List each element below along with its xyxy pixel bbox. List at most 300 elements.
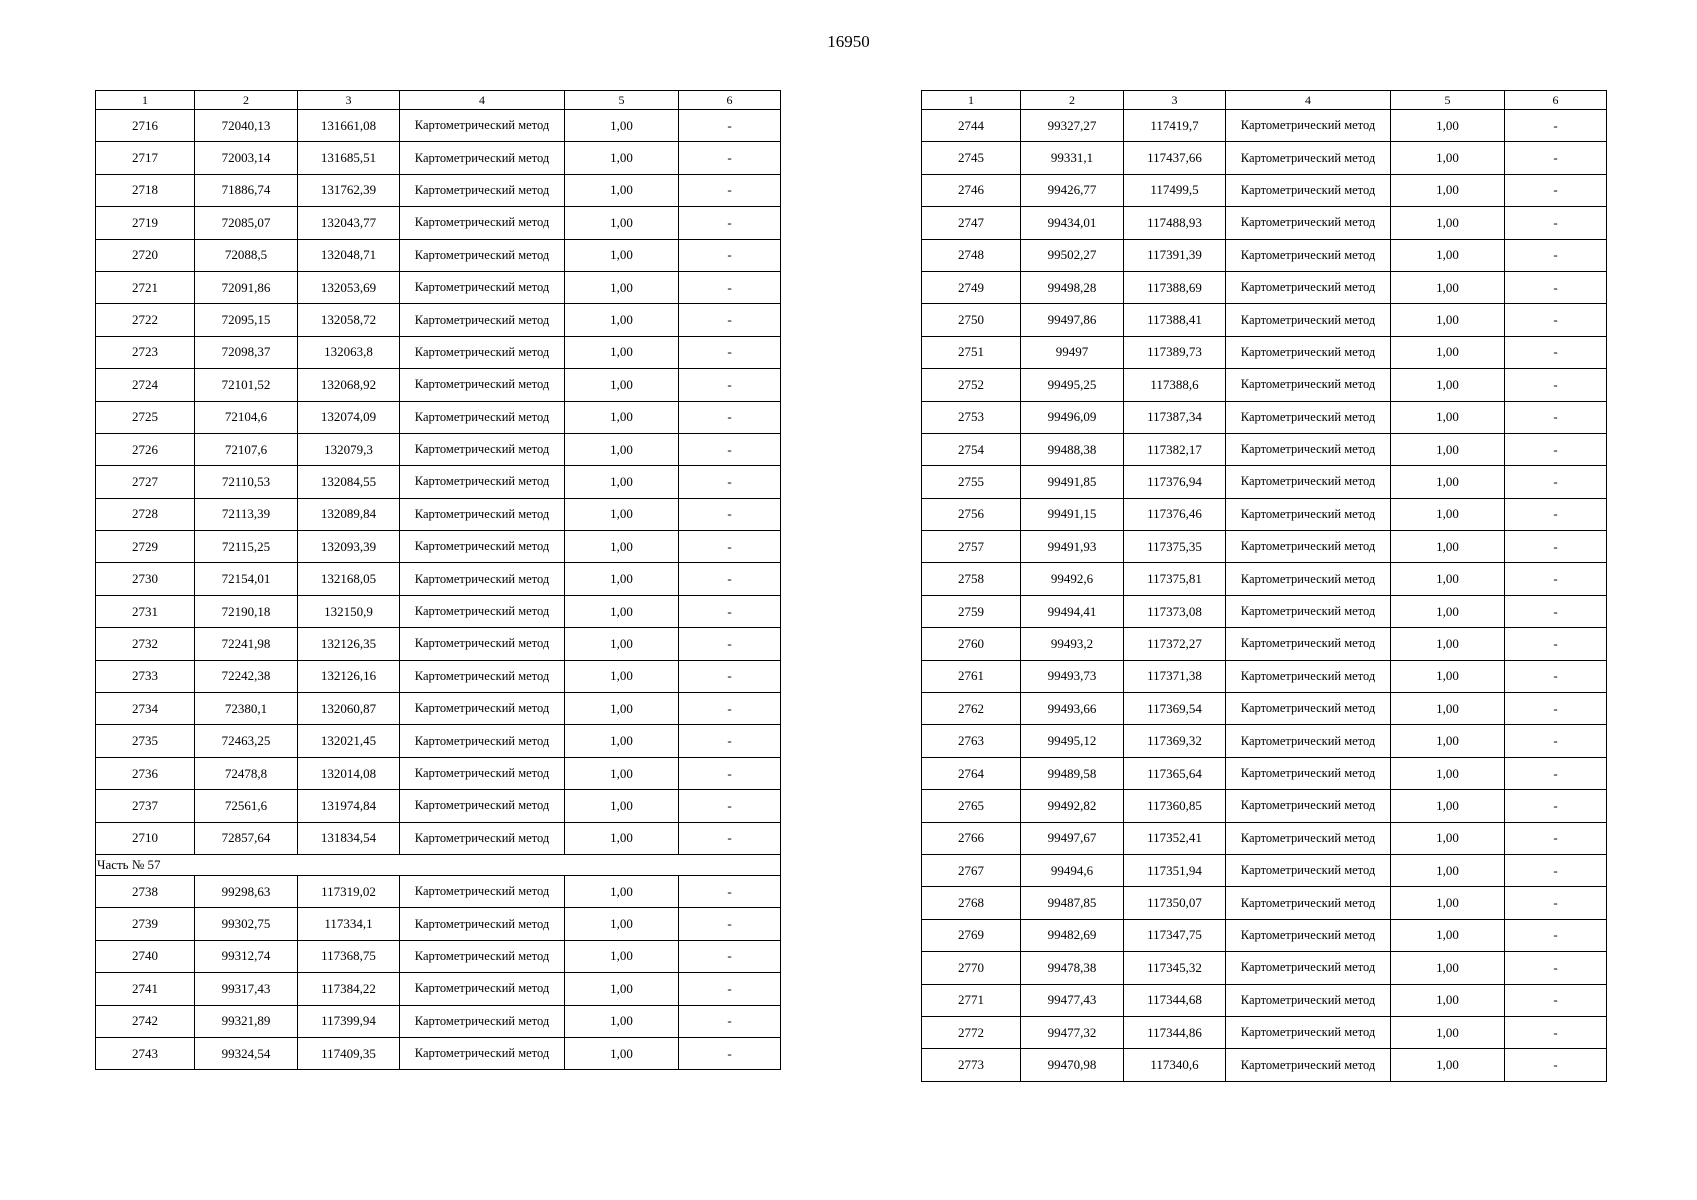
description-cell: - [679,207,781,239]
point-number-cell: 2758 [922,563,1021,595]
method-cell: Картометрический метод [400,433,565,465]
accuracy-cell: 1,00 [565,336,679,368]
x-coordinate-cell: 99498,28 [1021,271,1124,303]
x-coordinate-cell: 99492,6 [1021,563,1124,595]
description-cell: - [1505,628,1607,660]
method-cell: Картометрический метод [1226,757,1391,789]
y-coordinate-cell: 117388,41 [1124,304,1226,336]
table-row [922,693,1607,725]
method-cell: Картометрический метод [1226,531,1391,563]
point-number-cell: 2762 [922,693,1021,725]
accuracy-cell: 1,00 [1391,174,1505,206]
point-number-cell: 2722 [96,304,195,336]
x-coordinate-cell: 99493,66 [1021,693,1124,725]
x-coordinate-cell: 72095,15 [195,304,298,336]
method-cell: Картометрический метод [1226,887,1391,919]
point-number-cell: 2723 [96,336,195,368]
y-coordinate-cell: 117368,75 [298,940,400,972]
accuracy-cell: 1,00 [565,660,679,692]
point-number-cell: 2726 [96,433,195,465]
point-number-cell: 2724 [96,369,195,401]
table-row [922,563,1607,595]
method-cell: Картометрический метод [400,239,565,271]
x-coordinate-cell: 72478,8 [195,757,298,789]
method-cell: Картометрический метод [400,1037,565,1069]
table-row [96,563,781,595]
y-coordinate-cell: 117488,93 [1124,207,1226,239]
x-coordinate-cell: 99489,58 [1021,757,1124,789]
x-coordinate-cell: 99478,38 [1021,952,1124,984]
point-number-cell: 2770 [922,952,1021,984]
method-cell: Картометрический метод [1226,498,1391,530]
y-coordinate-cell: 131762,39 [298,174,400,206]
y-coordinate-cell: 132168,05 [298,563,400,595]
x-coordinate-cell: 99502,27 [1021,239,1124,271]
accuracy-cell: 1,00 [565,239,679,271]
accuracy-cell: 1,00 [1391,1016,1505,1048]
point-number-cell: 2716 [96,110,195,142]
description-cell: - [1505,919,1607,951]
accuracy-cell: 1,00 [565,466,679,498]
method-cell: Картометрический метод [1226,628,1391,660]
point-number-cell: 2763 [922,725,1021,757]
accuracy-cell: 1,00 [1391,466,1505,498]
table-row [922,790,1607,822]
x-coordinate-cell: 99331,1 [1021,142,1124,174]
table-row [96,531,781,563]
table-row [96,369,781,401]
method-cell: Картометрический метод [1226,595,1391,627]
table-row [922,401,1607,433]
description-cell: - [1505,887,1607,919]
table-row [96,693,781,725]
y-coordinate-cell: 131661,08 [298,110,400,142]
x-coordinate-cell: 72088,5 [195,239,298,271]
accuracy-cell: 1,00 [565,207,679,239]
page-number: 16950 [827,32,870,51]
table-row [922,628,1607,660]
x-coordinate-cell: 99493,73 [1021,660,1124,692]
table-row [922,174,1607,206]
description-cell: - [1505,1049,1607,1081]
accuracy-cell: 1,00 [565,1037,679,1069]
method-cell: Картометрический метод [400,401,565,433]
table-row [922,757,1607,789]
y-coordinate-cell: 117437,66 [1124,142,1226,174]
accuracy-cell: 1,00 [1391,693,1505,725]
column-header-1: 1 [96,91,195,110]
point-number-cell: 2746 [922,174,1021,206]
accuracy-cell: 1,00 [1391,142,1505,174]
point-number-cell: 2760 [922,628,1021,660]
y-coordinate-cell: 132043,77 [298,207,400,239]
accuracy-cell: 1,00 [565,908,679,940]
description-cell: - [679,908,781,940]
table-row [922,498,1607,530]
y-coordinate-cell: 131685,51 [298,142,400,174]
method-cell: Картометрический метод [1226,110,1391,142]
table-row [922,725,1607,757]
point-number-cell: 2755 [922,466,1021,498]
method-cell: Картометрический метод [400,1005,565,1037]
y-coordinate-cell: 117376,94 [1124,466,1226,498]
y-coordinate-cell: 132093,39 [298,531,400,563]
y-coordinate-cell: 117388,69 [1124,271,1226,303]
table-row [922,984,1607,1016]
description-cell: - [679,1037,781,1069]
method-cell: Картометрический метод [400,142,565,174]
point-number-cell: 2732 [96,628,195,660]
description-cell: - [679,531,781,563]
description-cell: - [679,595,781,627]
accuracy-cell: 1,00 [565,725,679,757]
point-number-cell: 2718 [96,174,195,206]
table-row [96,239,781,271]
method-cell: Картометрический метод [1226,466,1391,498]
y-coordinate-cell: 117373,08 [1124,595,1226,627]
point-number-cell: 2764 [922,757,1021,789]
method-cell: Картометрический метод [1226,207,1391,239]
accuracy-cell: 1,00 [1391,854,1505,886]
point-number-cell: 2742 [96,1005,195,1037]
table-row [96,498,781,530]
method-cell: Картометрический метод [1226,725,1391,757]
point-number-cell: 2721 [96,271,195,303]
description-cell: - [679,433,781,465]
x-coordinate-cell: 72561,6 [195,790,298,822]
table-row [96,1037,781,1069]
point-number-cell: 2759 [922,595,1021,627]
x-coordinate-cell: 72190,18 [195,595,298,627]
method-cell: Картометрический метод [1226,1049,1391,1081]
table-row [96,628,781,660]
description-cell: - [679,304,781,336]
column-header-1: 1 [922,91,1021,110]
table-row [96,271,781,303]
y-coordinate-cell: 132084,55 [298,466,400,498]
method-cell: Картометрический метод [1226,336,1391,368]
method-cell: Картометрический метод [400,693,565,725]
method-cell: Картометрический метод [400,498,565,530]
method-cell: Картометрический метод [400,207,565,239]
table-row [922,110,1607,142]
x-coordinate-cell: 99317,43 [195,973,298,1005]
description-cell: - [1505,498,1607,530]
x-coordinate-cell: 72242,38 [195,660,298,692]
point-number-cell: 2736 [96,757,195,789]
table-row [96,401,781,433]
x-coordinate-cell: 99482,69 [1021,919,1124,951]
column-header-5: 5 [1391,91,1505,110]
right-table-body [922,110,1607,1082]
table-row [922,919,1607,951]
left-table-body [96,110,781,1070]
accuracy-cell: 1,00 [565,973,679,1005]
method-cell: Картометрический метод [400,660,565,692]
y-coordinate-cell: 117319,02 [298,875,400,907]
method-cell: Картометрический метод [1226,952,1391,984]
point-number-cell: 2739 [96,908,195,940]
point-number-cell: 2749 [922,271,1021,303]
description-cell: - [1505,336,1607,368]
accuracy-cell: 1,00 [565,498,679,530]
accuracy-cell: 1,00 [1391,984,1505,1016]
method-cell: Картометрический метод [1226,563,1391,595]
y-coordinate-cell: 131974,84 [298,790,400,822]
description-cell: - [1505,984,1607,1016]
accuracy-cell: 1,00 [1391,271,1505,303]
accuracy-cell: 1,00 [1391,822,1505,854]
y-coordinate-cell: 117350,07 [1124,887,1226,919]
table-row [922,239,1607,271]
method-cell: Картометрический метод [400,336,565,368]
table-row [922,531,1607,563]
table-row [922,336,1607,368]
y-coordinate-cell: 117384,22 [298,973,400,1005]
method-cell: Картометрический метод [400,174,565,206]
right-table-header [922,91,1607,110]
x-coordinate-cell: 72104,6 [195,401,298,433]
description-cell: - [1505,854,1607,886]
description-cell: - [1505,433,1607,465]
y-coordinate-cell: 117345,32 [1124,952,1226,984]
method-cell: Картометрический метод [1226,271,1391,303]
description-cell: - [1505,142,1607,174]
y-coordinate-cell: 132074,09 [298,401,400,433]
table-row [922,887,1607,919]
description-cell: - [679,822,781,854]
accuracy-cell: 1,00 [1391,336,1505,368]
point-number-cell: 2754 [922,433,1021,465]
table-row [96,174,781,206]
x-coordinate-cell: 99312,74 [195,940,298,972]
point-number-cell: 2733 [96,660,195,692]
description-cell: - [1505,725,1607,757]
accuracy-cell: 1,00 [565,757,679,789]
method-cell: Картометрический метод [1226,142,1391,174]
point-number-cell: 2719 [96,207,195,239]
x-coordinate-cell: 71886,74 [195,174,298,206]
description-cell: - [1505,466,1607,498]
description-cell: - [1505,110,1607,142]
left-coordinates-table [95,90,781,1070]
description-cell: - [679,271,781,303]
description-cell: - [679,466,781,498]
x-coordinate-cell: 99494,41 [1021,595,1124,627]
table-row [922,271,1607,303]
x-coordinate-cell: 99497,86 [1021,304,1124,336]
accuracy-cell: 1,00 [565,790,679,822]
y-coordinate-cell: 117389,73 [1124,336,1226,368]
point-number-cell: 2731 [96,595,195,627]
description-cell: - [1505,271,1607,303]
table-row [96,207,781,239]
column-header-2: 2 [195,91,298,110]
y-coordinate-cell: 117369,32 [1124,725,1226,757]
point-number-cell: 2730 [96,563,195,595]
accuracy-cell: 1,00 [1391,239,1505,271]
point-number-cell: 2765 [922,790,1021,822]
table-row [922,660,1607,692]
method-cell: Картометрический метод [1226,239,1391,271]
y-coordinate-cell: 131834,54 [298,822,400,854]
table-row [922,1049,1607,1081]
accuracy-cell: 1,00 [1391,304,1505,336]
y-coordinate-cell: 132021,45 [298,725,400,757]
description-cell: - [679,401,781,433]
x-coordinate-cell: 99470,98 [1021,1049,1124,1081]
x-coordinate-cell: 99426,77 [1021,174,1124,206]
y-coordinate-cell: 117347,75 [1124,919,1226,951]
description-cell: - [1505,822,1607,854]
accuracy-cell: 1,00 [565,563,679,595]
point-number-cell: 2772 [922,1016,1021,1048]
description-cell: - [679,628,781,660]
method-cell: Картометрический метод [400,822,565,854]
description-cell: - [679,693,781,725]
column-header-4: 4 [1226,91,1391,110]
method-cell: Картометрический метод [1226,822,1391,854]
description-cell: - [679,239,781,271]
method-cell: Картометрический метод [1226,790,1391,822]
y-coordinate-cell: 117375,35 [1124,531,1226,563]
x-coordinate-cell: 72091,86 [195,271,298,303]
point-number-cell: 2750 [922,304,1021,336]
table-row [96,110,781,142]
column-header-3: 3 [298,91,400,110]
description-cell: - [679,498,781,530]
accuracy-cell: 1,00 [565,401,679,433]
table-row [96,433,781,465]
x-coordinate-cell: 72857,64 [195,822,298,854]
section-row [96,854,781,875]
y-coordinate-cell: 117391,39 [1124,239,1226,271]
accuracy-cell: 1,00 [565,304,679,336]
accuracy-cell: 1,00 [565,531,679,563]
accuracy-cell: 1,00 [1391,725,1505,757]
point-number-cell: 2725 [96,401,195,433]
method-cell: Картометрический метод [1226,304,1391,336]
accuracy-cell: 1,00 [1391,498,1505,530]
point-number-cell: 2766 [922,822,1021,854]
description-cell: - [1505,790,1607,822]
point-number-cell: 2753 [922,401,1021,433]
accuracy-cell: 1,00 [565,693,679,725]
point-number-cell: 2745 [922,142,1021,174]
method-cell: Картометрический метод [400,369,565,401]
y-coordinate-cell: 117344,68 [1124,984,1226,1016]
x-coordinate-cell: 72380,1 [195,693,298,725]
method-cell: Картометрический метод [400,908,565,940]
table-row [922,854,1607,886]
method-cell: Картометрический метод [1226,1016,1391,1048]
table-row [922,822,1607,854]
accuracy-cell: 1,00 [1391,595,1505,627]
x-coordinate-cell: 99488,38 [1021,433,1124,465]
column-header-6: 6 [1505,91,1607,110]
point-number-cell: 2747 [922,207,1021,239]
point-number-cell: 2769 [922,919,1021,951]
y-coordinate-cell: 117409,35 [298,1037,400,1069]
y-coordinate-cell: 117371,38 [1124,660,1226,692]
description-cell: - [1505,563,1607,595]
point-number-cell: 2773 [922,1049,1021,1081]
column-header-4: 4 [400,91,565,110]
description-cell: - [1505,1016,1607,1048]
accuracy-cell: 1,00 [565,875,679,907]
x-coordinate-cell: 72003,14 [195,142,298,174]
description-cell: - [679,790,781,822]
method-cell: Картометрический метод [400,563,565,595]
table-row [922,304,1607,336]
x-coordinate-cell: 72101,52 [195,369,298,401]
accuracy-cell: 1,00 [1391,790,1505,822]
description-cell: - [679,875,781,907]
x-coordinate-cell: 99494,6 [1021,854,1124,886]
method-cell: Картометрический метод [400,304,565,336]
x-coordinate-cell: 99321,89 [195,1005,298,1037]
y-coordinate-cell: 117344,86 [1124,1016,1226,1048]
y-coordinate-cell: 132060,87 [298,693,400,725]
accuracy-cell: 1,00 [565,174,679,206]
accuracy-cell: 1,00 [1391,887,1505,919]
point-number-cell: 2720 [96,239,195,271]
accuracy-cell: 1,00 [1391,433,1505,465]
point-number-cell: 2768 [922,887,1021,919]
x-coordinate-cell: 72098,37 [195,336,298,368]
accuracy-cell: 1,00 [1391,531,1505,563]
x-coordinate-cell: 99495,12 [1021,725,1124,757]
y-coordinate-cell: 117334,1 [298,908,400,940]
y-coordinate-cell: 132014,08 [298,757,400,789]
x-coordinate-cell: 99327,27 [1021,110,1124,142]
description-cell: - [679,369,781,401]
description-cell: - [679,973,781,1005]
description-cell: - [1505,369,1607,401]
table-row [96,466,781,498]
x-coordinate-cell: 99497 [1021,336,1124,368]
x-coordinate-cell: 72115,25 [195,531,298,563]
x-coordinate-cell: 72241,98 [195,628,298,660]
point-number-cell: 2767 [922,854,1021,886]
y-coordinate-cell: 132150,9 [298,595,400,627]
column-header-2: 2 [1021,91,1124,110]
method-cell: Картометрический метод [1226,984,1391,1016]
table-row [96,822,781,854]
description-cell: - [1505,693,1607,725]
x-coordinate-cell: 99497,67 [1021,822,1124,854]
accuracy-cell: 1,00 [565,369,679,401]
accuracy-cell: 1,00 [1391,207,1505,239]
accuracy-cell: 1,00 [565,822,679,854]
description-cell: - [1505,207,1607,239]
x-coordinate-cell: 99477,43 [1021,984,1124,1016]
x-coordinate-cell: 99491,85 [1021,466,1124,498]
point-number-cell: 2727 [96,466,195,498]
table-row [922,952,1607,984]
x-coordinate-cell: 99491,93 [1021,531,1124,563]
accuracy-cell: 1,00 [1391,628,1505,660]
y-coordinate-cell: 132126,16 [298,660,400,692]
y-coordinate-cell: 132048,71 [298,239,400,271]
method-cell: Картометрический метод [400,271,565,303]
point-number-cell: 2771 [922,984,1021,1016]
description-cell: - [1505,660,1607,692]
table-row [922,1016,1607,1048]
y-coordinate-cell: 117365,64 [1124,757,1226,789]
description-cell: - [1505,595,1607,627]
x-coordinate-cell: 72110,53 [195,466,298,498]
